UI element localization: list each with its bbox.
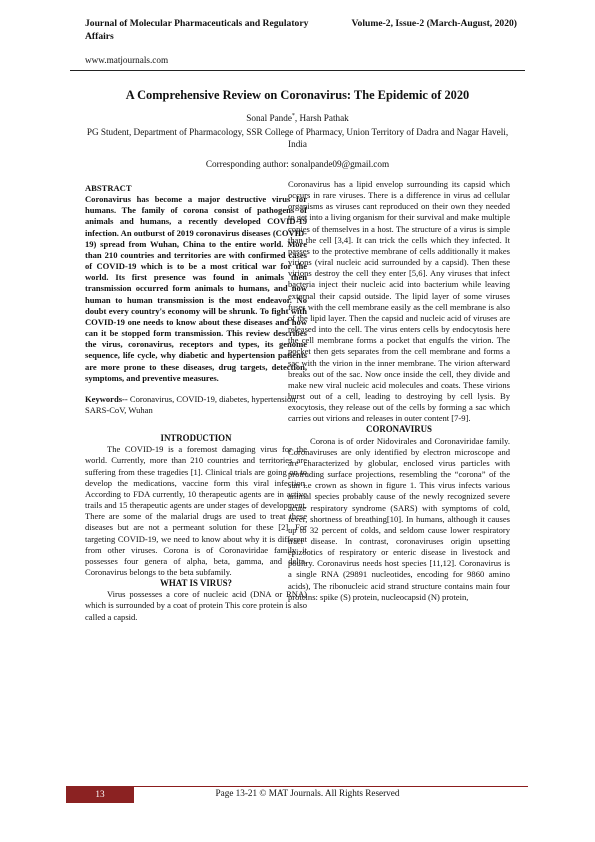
issue-info: Volume-2, Issue-2 (March-August, 2020) [351,18,517,29]
virus-text-continued: Coronavirus has a lipid envelop surrounding its capsid which occurs in rare viruses. There is a difference in virus ad cellular organisms as viruses cant reproduced on their own they needed to get into a living organism for their survival and make multiple copies of themselves in a host. The structure of a virus is simple than the cell [3,4]. It can trick the cells which they infected. It passes to the protective membrane of cells additionally it makes virions (viral nucleic acid surrounded by a capsid). Then these virions destroy the cell they enter [5,6]. Any viruses that infect bacteria inject their nucleic acid into bacterium while leaving external their capsid outside. The lipid layer of some viruses fuses with the cell membrane easily as the cell membrane is also of the lipid layer. Then the capsid and nucleic acid of viruses are released into the cell. The virus enters cells by endocytosis here the cell membrane forms a pocket that engulfs the virion. The pocket then gets separates from the cell membrane and forms a sac with the virion in the inner membrane. The virion afterward breaks out of the sac. Now once inside the cell, they divide and make new viral nucleic acid molecules and coats. These virions burst out of a cell, leading to destroying by cell lysis. By exocytosis, they release out of the cells by forming a sac which carries out virions and releases in outer content [7-9]. [288,179,510,424]
paper-title: A Comprehensive Review on Coronavirus: The Epidemic of 2020 [125,88,470,102]
abstract-heading: ABSTRACT [85,183,132,193]
page-number: 13 [66,786,134,803]
right-column [288,179,510,603]
author-2: , Harsh Pathak [294,113,349,124]
keywords-text: Coronavirus, COVID-19, diabetes, hypertension, SARS-CoV, Wuhan [85,393,298,415]
footer-copyright: Page 13-21 © MAT Journals. All Rights Reserved [215,788,400,798]
keywords-label: Keywords-- [85,393,128,404]
virus-heading: WHAT IS VIRUS? [159,578,232,589]
authors [40,113,555,123]
header-rule [70,70,525,71]
corresponding-mark: * [291,113,295,119]
introduction-heading: INTRODUCTION [160,433,232,444]
coronavirus-heading: CORONAVIRUS [366,424,432,435]
left-column [85,183,307,623]
journal-website[interactable]: www.matjournals.com [85,55,169,65]
coronavirus-text: Corona is of order Nidovirales and Coronaviridae family. Coronaviruses are only identified by electron microscope and are characterized by globular, enclosed virus particles with protruding surface projections, resembling the “corona” of the sun i.e crown as shown in figure 1. This virus infects various animal species probably cause of the newly recognized severe acute respiratory syndrome (SARS) with symptoms of cold, fever, shortness of breathing[10]. In humans, although it causes up to 32 percent of colds, and seldom cause lower respiratory tract disease. In contrast, coronaviruses origin upsetting epizootics of respiratory or enteric disease in livestock and poultry. Coronavirus needs host species [11,12]. Coronavirus is a single RNA (29891 nucleotides, encoding for 9860 amino acids), The ribonucleic acid strand structure contains main four proteins: spike (S) protein, nucleocapsid (N) protein, [288,435,510,602]
journal-name: Journal of Molecular Pharmaceuticals and Regulatory Affairs [85,18,309,42]
affiliation: PG Student, Department of Pharmacology, SSR College of Pharmacy, Union Territory of Dadra and Nagar Haveli, India [86,127,509,149]
corresponding-author: Corresponding author: sonalpande09@gmail.com [205,159,390,169]
keywords [85,394,307,416]
introduction-text: The COVID-19 is a foremost damaging virus for the world. Currently, more than 210 countries and territories are suffering from these tragedies [1]. Clinical trials are going on to develop the medications, vaccine form this viral infection. According to FDA currently, 10 therapeutic agents are in active trails and 15 therapeutic agents are under stages of development. There are some of the malarial drugs are used to treat these diseases but are not a permeant solution for these [2]. For targeting COVID-19, we need to know about why it is different from other viruses. Corona is of Coronaviridae family it possesses four genera of alpha, beta, gamma, and delta. Coronavirus belongs to the beta subfamily. [85,444,307,577]
abstract-text: Coronavirus has become a major destructive virus for humans. The family of corona consist of pathogens of animals and humans, a recently developed COVID-19 infection. An outburst of 2019 coronavirus diseases (COVID-19) spread from Wuhan, China to the entire world. More than 210 countries and territories are with confirmed cases of COVID-19 which is to be a most critical war for the world. Its first presence was found in animals then transmission occurred form animals to humans, and now human to human transmission is the most endeavor. No doubt every country's economy will be shrunk. To fight with COVID-19 one needs to know about these diseases and how can it be stopped form transmission. This review describes the virus, coronavirus, receptors and types, its genome sequence, life cycle, why diabetic and hypertension patients are more prone to these diseases, drug targets, detection, symptoms, and preventive measures. [85,194,307,383]
author-1: Sonal Pande [246,113,292,124]
virus-text: Virus possesses a core of nucleic acid (DNA or RNA) which is surrounded by a coat of protein This core protein is also called a capsid. [85,589,308,622]
